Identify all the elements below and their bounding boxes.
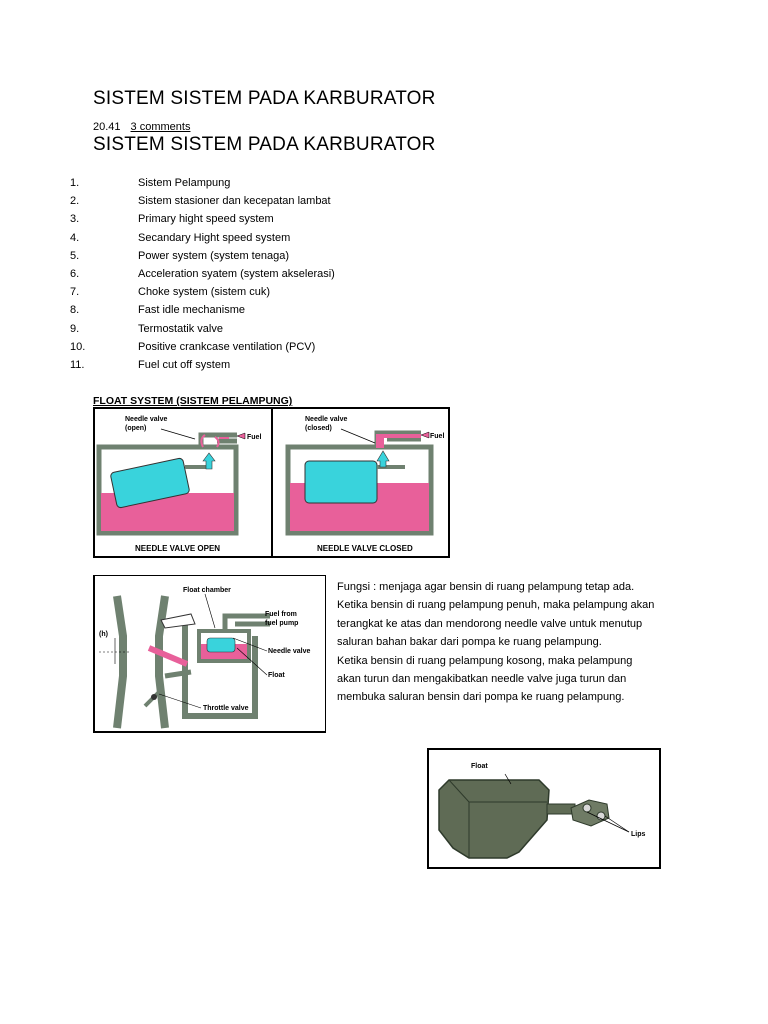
needle-valve-label: Needle valve [268, 648, 311, 655]
list-item: 3. Primary hight speed system [70, 213, 274, 226]
float-label: Float [471, 763, 488, 770]
post-time: 20.41 [93, 121, 121, 133]
list-item: 11. Fuel cut off system [70, 358, 231, 371]
fuel-label: Fuel [247, 434, 262, 441]
systems-list [70, 177, 335, 377]
float-lips-illustration [429, 750, 659, 867]
float-chamber-label: Float chamber [183, 587, 231, 594]
comments-link[interactable]: 3 comments [130, 121, 191, 133]
throttle-valve-label: Throttle valve [203, 705, 249, 712]
list-item: 8. Fast idle mechanisme [70, 304, 245, 317]
float-system-illustration [95, 409, 448, 556]
float-chamber-figure [93, 575, 326, 733]
page-title: SISTEM SISTEM PADA KARBURATOR [93, 88, 436, 109]
fuel-label: Fuel [430, 433, 445, 440]
fuel-from-label: Fuel from [265, 611, 297, 618]
svg-text:(open): (open) [125, 425, 147, 432]
post-meta [93, 121, 190, 133]
list-item: 4. Secandary Hight speed system [70, 231, 291, 244]
list-item: 2. Sistem stasioner dan kecepatan lambat [70, 195, 331, 208]
post-heading: SISTEM SISTEM PADA KARBURATOR [93, 134, 436, 155]
needle-valve-open-label: Needle valve [125, 416, 168, 423]
needle-valve-open-caption: NEEDLE VALVE OPEN [135, 544, 221, 553]
h-label: (h) [99, 631, 108, 638]
list-item: 1. Sistem Pelampung [70, 177, 231, 189]
list-item: 7. Choke system (sistem cuk) [70, 286, 271, 299]
lips-label: Lips [631, 831, 646, 838]
needle-valve-closed-label: Needle valve [305, 416, 348, 423]
list-item: 5. Power system (system tenaga) [70, 249, 289, 262]
svg-text:(closed): (closed) [305, 425, 332, 432]
svg-text:fuel pump: fuel pump [265, 620, 299, 627]
list-item: 10. Positive crankcase ventilation (PCV) [70, 340, 316, 353]
figure-title: FLOAT SYSTEM (SISTEM PELAMPUNG) [93, 395, 293, 407]
needle-valve-open-panel [99, 416, 261, 553]
float-function-text: Fungsi : menjaga agar bensin di ruang pelampung tetap ada. Ketika bensin di ruang pelampung penuh, maka pelampung akan terangkat ke atas dan mendorong needle valve untuk menutup saluran bahan bakar dari pompa ke ruang pelampung. Ketika bensin di ruang pelampung kosong, maka pelampung akan turun dan mengakibatkan needle valve juga turun dan membuka saluran bensin dari pompa ke ruang pelampung. [337, 581, 655, 704]
float-lips-figure [427, 748, 661, 869]
list-item: 9. Termostatik valve [70, 322, 223, 335]
float-chamber-illustration [95, 576, 325, 731]
float-system-figure [93, 407, 450, 558]
needle-valve-closed-panel [288, 416, 444, 553]
needle-valve-closed-caption: NEEDLE VALVE CLOSED [317, 544, 413, 553]
float-label: Float [268, 672, 285, 679]
list-item: 6. Acceleration syatem (system akselerasi) [70, 267, 335, 280]
